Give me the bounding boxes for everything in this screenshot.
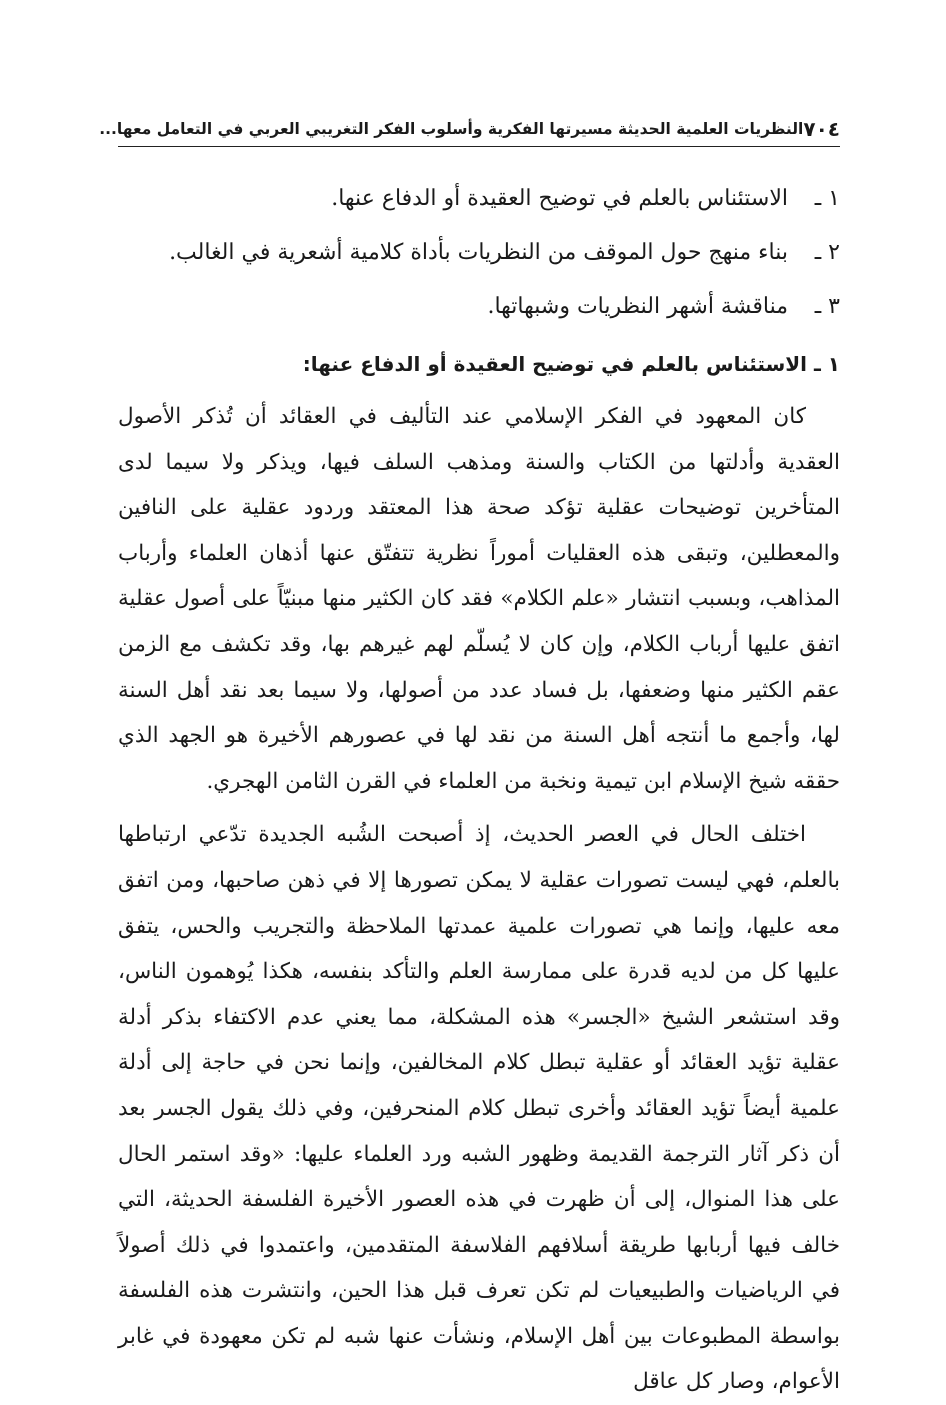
list-item-text: مناقشة أشهر النظريات وشبهاتها. bbox=[487, 294, 788, 319]
list-item-number: ٢ ـ bbox=[814, 240, 840, 265]
list-item-number: ١ ـ bbox=[814, 186, 840, 211]
body-paragraph: اختلف الحال في العصر الحديث، إذ أصبحت الشُبه الجديدة تدّعي ارتباطها بالعلم، فهي ليست تصورات عقلية لا يمكن تصورها إلا في ذهن صاحبها، ومن اتفق معه عليها، وإنما هي تصورات علمية عمدتها الملاحظة والتجريب والحس، يتفق عليها كل من لديه قدرة على ممارسة العلم والتأكد بنفسه، هكذا يُوهمون الناس، وقد استشعر الشيخ «الجسر» هذه المشكلة، مما يعني عدم الاكتفاء بذكر أدلة عقلية تؤيد العقائد أو عقلية تبطل كلام المخالفين، وإنما نحن في حاجة إلى أدلة علمية أيضاً تؤيد العقائد وأخرى تبطل كلام المنحرفين، وفي ذلك يقول الجسر بعد أن ذكر آثار الترجمة القديمة وظهور الشبه ورد العلماء عليها: «وقد استمر الحال على هذا المنوال، إلى أن ظهرت في هذه العصور الأخيرة الفلسفة الحديثة، التي خالف فيها أربابها طريقة أسلافهم الفلاسفة المتقدمين، واعتمدوا في ذلك أصولاً في الرياضيات والطبيعيات لم تكن تعرف قبل هذا الحين، وانتشرت هذه الفلسفة بواسطة المطبوعات بين أهل الإسلام، ونشأت عنها شبه لم تكن معهودة في غابر الأعوام، وصار كل عاقل bbox=[118, 822, 840, 1395]
section-heading: ١ ـ الاستئناس بالعلم في توضيح العقيدة أو الدفاع عنها: bbox=[302, 352, 840, 376]
list-item bbox=[118, 230, 840, 284]
running-header bbox=[99, 112, 840, 147]
body-paragraph: كان المعهود في الفكر الإسلامي عند التأليف في العقائد أن تُذكر الأصول العقدية وأدلتها من الكتاب والسنة ومذهب السلف فيها، ويذكر ولا سيما لدى المتأخرين توضيحات عقلية تؤكد صحة هذا المعتقد وردود عقلية على النافين والمعطلين، وتبقى هذه العقليات أموراً نظرية تتفتّق عنها أذهان العلماء وأرباب المذاهب، وبسبب انتشار «علم الكلام» فقد كان الكثير منها مبنيّاً على أصول عقلية اتفق عليها أرباب الكلام، وإن كان لا يُسلّم لهم غيرهم بها، وقد تكشف مع الزمن عقم الكثير منها وضعفها، بل فساد عدد من أصولها، ولا سيما بعد نقد أهل السنة لها، وأجمع ما أنتجه أهل السنة من نقد لها في عصورهم الأخيرة هو الجهد الذي حققه شيخ الإسلام ابن تيمية ونخبة من العلماء في القرن الثامن الهجري. bbox=[118, 404, 840, 794]
list-item bbox=[118, 284, 840, 338]
list-item-text: بناء منهج حول الموقف من النظريات بأداة كلامية أشعرية في الغالب. bbox=[169, 240, 788, 265]
list-item-text: الاستئناس بالعلم في توضيح العقيدة أو الدفاع عنها. bbox=[331, 186, 788, 211]
list-item-number: ٣ ـ bbox=[814, 294, 840, 319]
page-number: ٧٠٤ bbox=[803, 117, 840, 141]
running-header-title: النظريات العلمية الحديثة مسيرتها الفكرية وأسلوب الفكر التغريبي العربي في التعامل معها... bbox=[99, 120, 804, 138]
page-body bbox=[118, 176, 840, 1405]
numbered-list bbox=[118, 176, 840, 338]
list-item bbox=[118, 176, 840, 230]
